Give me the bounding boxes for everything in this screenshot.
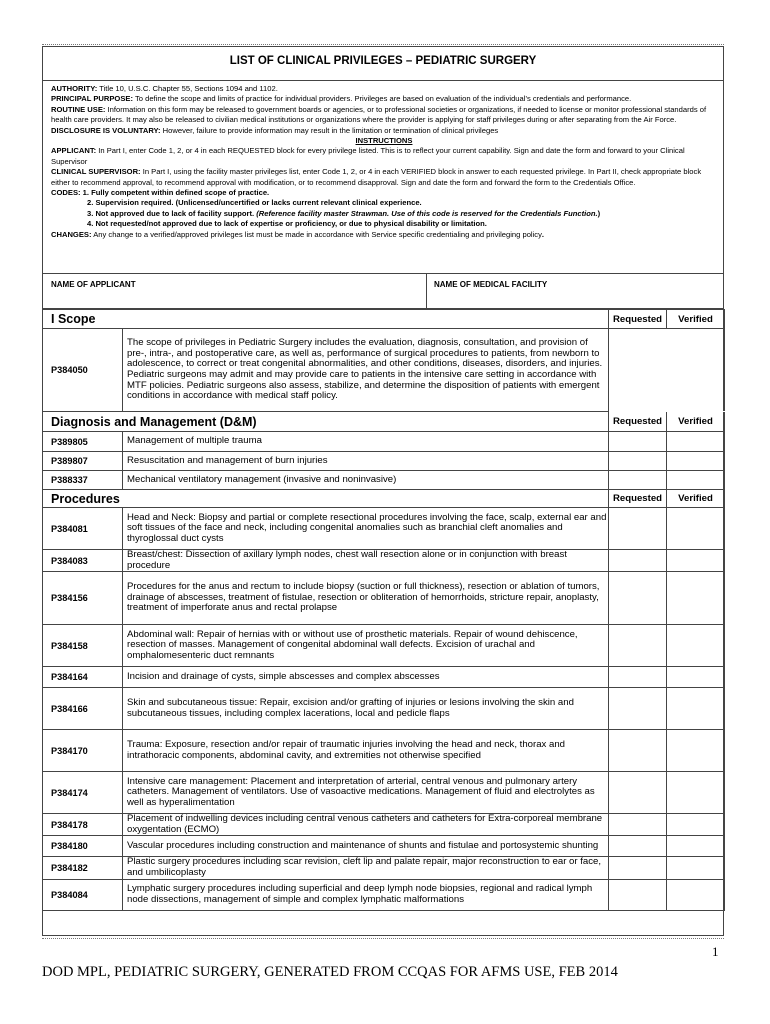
purpose-line: PRINCIPAL PURPOSE: To define the scope and limits of practice for individual providers. Privileges are based on evaluation of the individual’s credentials and performance.	[51, 94, 632, 104]
requested-input[interactable]	[609, 452, 667, 471]
privilege-code: P384158	[43, 625, 123, 667]
privilege-code: P384083	[43, 550, 123, 572]
name-fields-row	[42, 273, 724, 309]
applicant-instructions: APPLICANT: In Part I, enter Code 1, 2, or 4 in each REQUESTED block for every privilege listed. This is to reflect your current capability. Sign and date the form and forward to your Clinical Supervisor	[51, 146, 685, 166]
requested-input[interactable]	[609, 879, 667, 910]
verified-input[interactable]	[667, 550, 725, 572]
privilege-row	[43, 550, 725, 572]
privilege-code: P384081	[43, 508, 123, 550]
requested-header: Requested	[609, 490, 667, 508]
scope-heading: I Scope	[43, 310, 609, 329]
privilege-description: Procedures for the anus and rectum to include biopsy (suction or full thickness), resection or ablation of tumors, drainage of abscesses, treatment of fistulae, resection or obliteration of hemorrhoids, stricture repair, anoplasty, treatment of imperforate anus and rectal prolapse	[123, 572, 609, 625]
verified-input[interactable]	[667, 432, 725, 452]
verified-input[interactable]	[667, 667, 725, 688]
verified-input[interactable]	[667, 572, 725, 625]
privilege-description: Resuscitation and management of burn injuries	[123, 452, 609, 471]
privilege-description: Breast/chest: Dissection of axillary lymph nodes, chest wall resection alone or in conjunction with breast procedure	[123, 550, 609, 572]
dm-header-row	[43, 412, 725, 432]
verified-input[interactable]	[667, 836, 725, 857]
privileges-table	[42, 309, 725, 911]
verified-header: Verified	[667, 310, 725, 329]
privilege-code: P388337	[43, 471, 123, 490]
requested-input[interactable]	[609, 836, 667, 857]
form-title: LIST OF CLINICAL PRIVILEGES – PEDIATRIC SURGERY	[229, 55, 537, 67]
privilege-row	[43, 432, 725, 452]
requested-header: Requested	[609, 310, 667, 329]
privilege-row	[43, 814, 725, 836]
requested-input[interactable]	[609, 550, 667, 572]
privilege-description: Vascular procedures including construction and maintenance of shunts and fistulae and portosystemic shunting	[123, 836, 609, 857]
requested-input[interactable]	[609, 667, 667, 688]
procedures-heading: Procedures	[43, 490, 609, 508]
procedures-header-row	[43, 490, 725, 508]
scope-blank	[667, 329, 725, 412]
disclosure-line: DISCLOSURE IS VOLUNTARY: However, failure to provide information may result in the limitation or termination of clinical privileges	[51, 125, 499, 135]
privilege-row	[43, 836, 725, 857]
requested-input[interactable]	[609, 471, 667, 490]
privilege-code: P384174	[43, 772, 123, 814]
requested-input[interactable]	[609, 688, 667, 730]
routine-use-line: ROUTINE USE: Information on this form may be released to government boards or agencies, or to professional societies or organizations, if needed to license or monitor professional standards of health care providers. It may also be released to civilian medical institutions or organizations where the provider is applying for staff privileges during or after separating from the Air Force.	[51, 104, 707, 125]
privilege-row	[43, 572, 725, 625]
name-divider	[426, 274, 427, 310]
privilege-row	[43, 772, 725, 814]
privilege-row	[43, 452, 725, 471]
requested-input[interactable]	[609, 508, 667, 550]
verified-header: Verified	[667, 412, 725, 432]
privilege-description: Intensive care management: Placement and interpretation of arterial, central venous and pulmonary artery catheters. Management of ventilators. Use of vasoactive medications. Management of fluid and electrolytes as well as hyperalimentation	[123, 772, 609, 814]
privilege-code: P384164	[43, 667, 123, 688]
scope-blank	[609, 329, 667, 412]
verified-header: Verified	[667, 490, 725, 508]
requested-header: Requested	[609, 412, 667, 432]
privilege-code: P384084	[43, 879, 123, 910]
privilege-row	[43, 625, 725, 667]
privilege-description: Mechanical ventilatory management (invasive and noninvasive)	[123, 471, 609, 490]
privilege-code: P384166	[43, 688, 123, 730]
facility-name-field[interactable]: NAME OF MEDICAL FACILITY	[434, 280, 548, 289]
verified-input[interactable]	[667, 688, 725, 730]
privilege-code: P384178	[43, 814, 123, 836]
privilege-code: P384156	[43, 572, 123, 625]
verified-input[interactable]	[667, 471, 725, 490]
codes-line: CODES: 1. Fully competent within defined scope of practice.	[51, 188, 270, 198]
privilege-code: P384170	[43, 730, 123, 772]
footer-text: DOD MPL, PEDIATRIC SURGERY, GENERATED FROM CCQAS FOR AFMS USE, FEB 2014	[42, 964, 618, 980]
verified-input[interactable]	[667, 814, 725, 836]
code-4: 4. Not requested/not approved due to lack of expertise or proficiency, or due to physical disability or limitation.	[87, 219, 487, 229]
privilege-row	[43, 730, 725, 772]
privilege-row	[43, 879, 725, 910]
privilege-code: P389805	[43, 432, 123, 452]
supervisor-instructions: CLINICAL SUPERVISOR: In Part I, using the facility master privileges list, enter Code 1, 2, or 4 in each VERIFIED block in answer to each requested privilege. In Part II, check appropriate block either to recommend approval, to recommend approval with modification, or to recommend disapproval. Sign and date the form and forward the form to the Credentials Office.	[51, 167, 702, 187]
verified-input[interactable]	[667, 730, 725, 772]
privilege-row	[43, 857, 725, 879]
requested-input[interactable]	[609, 772, 667, 814]
bottom-divider	[42, 938, 724, 939]
verified-input[interactable]	[667, 625, 725, 667]
privilege-description: Abdominal wall: Repair of hernias with or without use of prosthetic materials. Repair of wound dehiscence, resection of masses. Management of congenital abdominal wall defects. Excision of urachal and omphalomesenteric duct remnants	[123, 625, 609, 667]
dm-heading: Diagnosis and Management (D&M)	[43, 412, 609, 432]
privilege-description: Skin and subcutaneous tissue: Repair, excision and/or grafting of injuries or lesions involving the skin and subcutaneous tissues, including complex lacerations, local and pedicle flaps	[123, 688, 609, 730]
requested-input[interactable]	[609, 625, 667, 667]
privilege-description: Placement of indwelling devices including central venous catheters and catheters for Extra-corporeal membrane oxygentation (ECMO)	[123, 814, 609, 836]
scope-row	[43, 329, 725, 412]
privilege-code: P384050	[43, 329, 123, 412]
code-2: 2. Supervision required. (Unlicensed/uncertified or lacks current relevant clinical experience.	[87, 198, 422, 208]
privilege-row	[43, 667, 725, 688]
privilege-description: Incision and drainage of cysts, simple abscesses and complex abscesses	[123, 667, 609, 688]
privilege-description: Lymphatic surgery procedures including superficial and deep lymph node biopsies, regional and radical lymph node dissections, management of simple and complex lymphatic malformations	[123, 879, 609, 910]
code-3: 3. Not approved due to lack of facility support. (Reference facility master Strawman. Use of this code is reserved for the Credentials Function.)	[87, 208, 601, 218]
top-divider	[42, 44, 724, 45]
requested-input[interactable]	[609, 814, 667, 836]
page-number: 1	[712, 944, 719, 959]
privilege-description: Management of multiple trauma	[123, 432, 609, 452]
verified-input[interactable]	[667, 879, 725, 910]
privilege-code: P384180	[43, 836, 123, 857]
privilege-row	[43, 688, 725, 730]
requested-input[interactable]	[609, 857, 667, 879]
changes-line: CHANGES: Any change to a verified/approved privileges list must be made in accordance with Service specific credentialing and privileging policy.	[51, 229, 545, 239]
applicant-name-field[interactable]: NAME OF APPLICANT	[51, 280, 136, 289]
form-header	[51, 84, 717, 240]
verified-input[interactable]	[667, 452, 725, 471]
instructions-heading: INSTRUCTIONS	[355, 136, 413, 146]
verified-input[interactable]	[667, 508, 725, 550]
privilege-description: Head and Neck: Biopsy and partial or complete resectional procedures involving the face, scalp, external ear and soft tissues of the face and neck, including congenital anomalies such as branchial cleft anomalies and thyroglossal duct cysts	[123, 508, 609, 550]
privilege-code: P384182	[43, 857, 123, 879]
privilege-row	[43, 471, 725, 490]
privilege-description: Trauma: Exposure, resection and/or repair of traumatic injuries involving the head and neck, thorax and intrathoracic components, abdominal cavity, and extremities not otherwise specified	[123, 730, 609, 772]
privilege-description: The scope of privileges in Pediatric Surgery includes the evaluation, diagnosis, consultation, and provision of pre-, intra-, and postoperative care, as well as, performance of surgical procedures to patients, from newborn to adolescence, to correct or treat congenital abnormalities, and other conditions, diseases, disorders, and injuries. Pediatric surgeons may admit and may provide care to patients in the intensive care setting in accordance with MTF policies. Pediatric surgeons also assess, stabilize, and determine the disposition of patients with emergent conditions in accordance with medical staff policy.	[123, 329, 609, 412]
requested-input[interactable]	[609, 572, 667, 625]
privilege-description: Plastic surgery procedures including scar revision, cleft lip and palate repair, major reconstruction to ear or face, and umbilicoplasty	[123, 857, 609, 879]
requested-input[interactable]	[609, 730, 667, 772]
authority-line: AUTHORITY: Title 10, U.S.C. Chapter 55, Sections 1094 and 1102.	[51, 84, 278, 93]
verified-input[interactable]	[667, 857, 725, 879]
privilege-code: P389807	[43, 452, 123, 471]
scope-header-row	[43, 310, 725, 329]
title-rule	[42, 80, 724, 81]
requested-input[interactable]	[609, 432, 667, 452]
verified-input[interactable]	[667, 772, 725, 814]
privilege-row	[43, 508, 725, 550]
